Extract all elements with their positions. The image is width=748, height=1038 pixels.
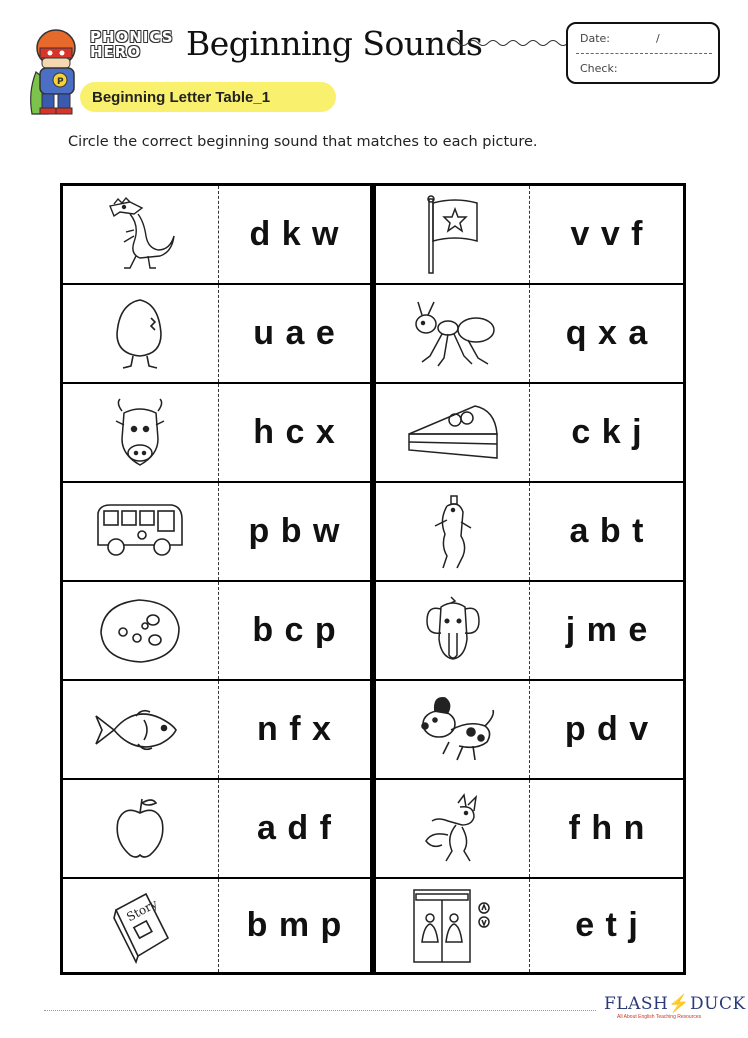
elevator-icon — [376, 879, 529, 972]
footer-divider — [44, 1010, 596, 1011]
table-row — [63, 285, 683, 384]
brand-tagline — [617, 1014, 701, 1020]
table-row — [63, 780, 683, 879]
letter-choices[interactable]: q x a — [565, 314, 649, 352]
bus-icon — [63, 483, 217, 580]
tagline-left: All About English — [617, 1014, 655, 1020]
apple-icon — [63, 780, 217, 877]
wavy-divider — [448, 36, 568, 50]
logo-line-2: HERO — [90, 43, 142, 61]
letter-choices[interactable]: h c x — [253, 413, 336, 451]
flag-icon — [376, 186, 529, 283]
cookie-icon — [63, 582, 217, 679]
dinosaur-icon — [63, 186, 217, 283]
dog-icon — [376, 681, 529, 778]
letter-choices[interactable]: u a e — [253, 314, 336, 352]
svg-text:Story: Story — [124, 896, 160, 924]
cow-icon — [63, 384, 217, 481]
ant-icon — [376, 285, 529, 382]
logo-line-1: PHONICS — [90, 28, 174, 46]
table-row — [63, 186, 683, 285]
egg-icon — [63, 285, 217, 382]
letter-choices[interactable]: n f x — [257, 710, 332, 748]
letter-choices[interactable]: a b t — [569, 512, 645, 550]
letter-choices[interactable]: a d f — [257, 809, 332, 847]
letter-choices[interactable]: c k j — [571, 413, 643, 451]
flashduck-logo — [604, 994, 746, 1014]
fox-icon — [376, 780, 529, 877]
svg-text:P: P — [57, 77, 64, 87]
table-row — [63, 681, 683, 780]
date-label: Date: — [580, 32, 610, 45]
table-row — [63, 483, 683, 582]
elephant-icon — [376, 582, 529, 679]
letter-choices[interactable]: b m p — [246, 906, 343, 944]
letter-choices[interactable]: e t j — [575, 906, 639, 944]
table-row — [63, 879, 683, 972]
letter-choices[interactable]: p b w — [248, 512, 341, 550]
fish-icon — [63, 681, 217, 778]
lightning-bolt-icon: ⚡ — [668, 994, 691, 1014]
phonics-hero-logo — [90, 30, 182, 68]
letter-choices[interactable]: p d v — [564, 710, 650, 748]
beginning-letter-table — [60, 183, 686, 975]
letter-choices[interactable]: j m e — [565, 611, 649, 649]
date-slash: / — [656, 32, 660, 45]
worksheet-title: Beginning Sounds — [186, 24, 483, 63]
tagline-right: Teaching Resources — [655, 1014, 702, 1020]
alligator-icon — [376, 483, 529, 580]
letter-choices[interactable]: b c p — [252, 611, 337, 649]
storybook-icon — [63, 879, 217, 972]
table-row — [63, 582, 683, 681]
letter-choices[interactable]: f h n — [568, 809, 646, 847]
brand-part-2: DUCK — [690, 994, 746, 1014]
letter-choices[interactable]: d k w — [249, 215, 340, 253]
instruction-text: Circle the correct beginning sound that matches to each picture. — [68, 134, 538, 150]
brand-part-1: FLASH — [604, 994, 669, 1014]
check-label: Check: — [580, 62, 618, 75]
date-check-box — [566, 22, 720, 84]
letter-choices[interactable]: v v f — [570, 215, 644, 253]
worksheet-subtitle: Beginning Letter Table_1 — [92, 89, 271, 106]
pie-slice-icon — [376, 384, 529, 481]
table-row — [63, 384, 683, 483]
